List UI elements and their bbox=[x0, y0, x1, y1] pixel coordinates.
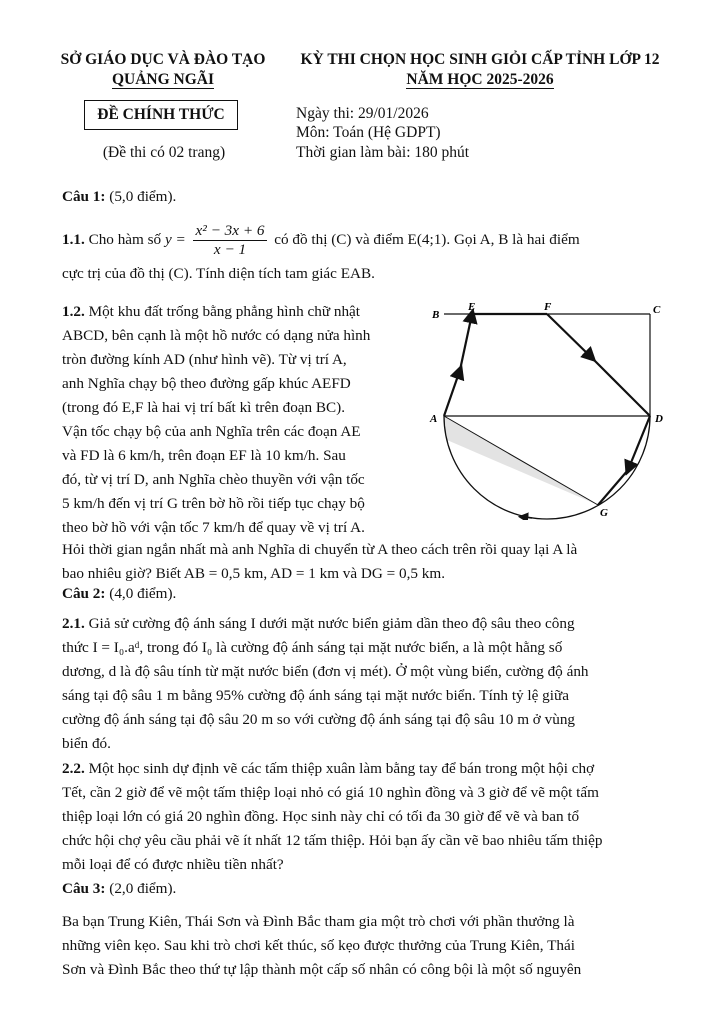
q1-part-2-number: 1.2. bbox=[62, 303, 85, 320]
q1-part-2-tail-2: bao nhiêu giờ? Biết AB = 0,5 km, AD = 1 km và DG = 0,5 km. bbox=[62, 565, 446, 582]
q1-part-1-text-c: cực trị của đồ thị (C). Tính diện tích tam giác EAB. bbox=[62, 265, 375, 282]
path-ae bbox=[460, 314, 472, 370]
q3-body bbox=[62, 910, 664, 982]
chord-ag bbox=[444, 416, 598, 505]
q1-part-2-line-2: ABCD, bên cạnh là một hồ nước có dạng nửa hình bbox=[62, 327, 371, 344]
q1-part-2 bbox=[62, 300, 417, 540]
label-e: E bbox=[468, 301, 476, 313]
q1-function-fraction bbox=[193, 222, 268, 259]
q2-part-1-line-3: dương, d là độ sâu tính từ mặt nước biển (đơn vị mét). Ở một vùng biển, cường độ ánh bbox=[62, 663, 589, 680]
q3-heading bbox=[62, 877, 176, 901]
q2-points: (4,0 điểm). bbox=[109, 585, 177, 602]
q2-part-2-line-2: Tết, cần 2 giờ để vẽ một tấm thiệp loại nhỏ có giá 10 nghìn đồng và 3 giờ để vẽ một tấm bbox=[62, 784, 599, 801]
q2-part-2-number: 2.2. bbox=[62, 760, 85, 777]
label-c: C bbox=[653, 304, 661, 316]
q1-title: Câu 1: bbox=[62, 188, 106, 205]
q1-part-2-line-3: tròn đường kính AD (như hình vẽ). Từ vị trí A, bbox=[62, 351, 347, 368]
q1-part-2-line-7: và FD là 6 km/h, trên đoạn EF là 10 km/h. Sau bbox=[62, 447, 346, 464]
q2-title: Câu 2: bbox=[62, 585, 106, 602]
path-fd bbox=[592, 358, 650, 416]
path-dg bbox=[598, 470, 628, 505]
q3-line-2: những viên kẹo. Sau khi trò chơi kết thúc, số kẹo được thưởng của Trung Kiên, Thái bbox=[62, 937, 575, 954]
fraction-numerator: x² − 3x + 6 bbox=[193, 222, 268, 241]
exam-line-2: NĂM HỌC 2025-2026 bbox=[406, 71, 554, 88]
q2-part-2 bbox=[62, 757, 664, 877]
department-line-1: SỞ GIÁO DỤC VÀ ĐÀO TẠO bbox=[60, 51, 266, 68]
q1-part-2-tail bbox=[62, 538, 664, 586]
q1-part-1 bbox=[62, 222, 664, 259]
q2-part-1-line-5: cường độ ánh sáng tại độ sâu 20 m so với cường độ ánh sáng tại độ sâu 10 m ở vùng bbox=[62, 711, 576, 728]
q2-part-1-number: 2.1. bbox=[62, 615, 85, 632]
exam-duration: Thời gian làm bài: 180 phút bbox=[296, 144, 470, 161]
q3-title: Câu 3: bbox=[62, 880, 106, 897]
q2-part-2-line-3: thiệp loại lớn có giá 20 nghìn đồng. Học sinh này chỉ có tối đa 30 giờ để vẽ và ban tổ bbox=[62, 808, 580, 825]
path-fd-arrow bbox=[547, 314, 592, 358]
department-name bbox=[48, 50, 278, 89]
q2-part-2-line-4: chức hội chợ yêu cầu phải vẽ ít nhất 12 tấm thiệp. Hỏi bạn ấy cần vẽ bao nhiêu tấm thiệp bbox=[62, 832, 603, 849]
q2-part-1-line-2: thức I = I₀.aᵈ, trong đó I₀ là cường độ ánh sáng tại mặt nước biển, a là một hằng số bbox=[62, 639, 563, 656]
label-d: D bbox=[655, 413, 663, 425]
q1-part-1-text-a: Cho hàm số bbox=[88, 230, 162, 248]
q1-part-2-line-6: Vận tốc chạy bộ của anh Nghĩa trên các đoạn AE bbox=[62, 423, 361, 440]
q2-part-1-line-4: sáng tại độ sâu 1 m bằng 95% cường độ ánh sáng tại mặt nước biển. Tính tỷ lệ giữa bbox=[62, 687, 569, 704]
q1-part-2-line-10: theo bờ hồ với vận tốc 7 km/h để quay về vị trí A. bbox=[62, 519, 365, 536]
q1-part-2-line-1: Một khu đất trống bằng phẳng hình chữ nhật bbox=[88, 303, 361, 320]
q3-points: (2,0 điểm). bbox=[109, 880, 177, 897]
pages-note: (Đề thi có 02 trang) bbox=[102, 144, 226, 161]
exam-subject: Môn: Toán (Hệ GDPT) bbox=[296, 124, 441, 141]
path-ae-arrow bbox=[444, 370, 460, 416]
label-g: G bbox=[600, 507, 608, 519]
q2-part-1-line-6: biển đó. bbox=[62, 735, 111, 752]
official-badge: ĐỀ CHÍNH THỨC bbox=[84, 100, 238, 130]
q1-part-2-tail-1: Hỏi thời gian ngắn nhất mà anh Nghĩa di chuyển từ A theo cách trên rồi quay lại A là bbox=[62, 541, 578, 558]
q1-points: (5,0 điểm). bbox=[109, 188, 177, 205]
q1-part-2-line-4: anh Nghĩa chạy bộ theo đường gấp khúc AEFD bbox=[62, 375, 351, 392]
q1-part-1-text-b: có đồ thị (C) và điểm E(4;1). Gọi A, B là hai điểm bbox=[274, 230, 580, 248]
q1-part-2-line-5: (trong đó E,F là hai vị trí bất kì trên đoạn BC). bbox=[62, 399, 346, 416]
department-line-2: QUẢNG NGÃI bbox=[111, 71, 215, 88]
q2-part-2-line-5: mỗi loại để có được nhiều tiền nhất? bbox=[62, 856, 284, 873]
q2-part-2-line-1: Một học sinh dự định vẽ các tấm thiệp xuân làm bằng tay để bán trong một hội chợ bbox=[88, 760, 595, 777]
label-b: B bbox=[432, 309, 440, 321]
q3-line-3: Sơn và Đình Bắc theo thứ tự lập thành một cấp số nhân có công bội là một số nguyên bbox=[62, 961, 582, 978]
q1-part-1-number: 1.1. bbox=[62, 230, 85, 248]
q1-part-2-line-8: đó, từ vị trí D, anh Nghĩa chèo thuyền với vận tốc bbox=[62, 471, 365, 488]
exam-name bbox=[280, 50, 680, 89]
q2-part-1-line-1: Giả sử cường độ ánh sáng I dưới mặt nước biển giảm dần theo độ sâu theo công bbox=[88, 615, 575, 632]
arc-direction-arrow bbox=[522, 517, 532, 518]
exam-date: Ngày thi: 29/01/2026 bbox=[296, 105, 429, 122]
q1-heading bbox=[62, 185, 176, 209]
label-f: F bbox=[544, 301, 552, 313]
q2-heading bbox=[62, 582, 176, 606]
fraction-denominator: x − 1 bbox=[213, 241, 247, 258]
exam-line-1: KỲ THI CHỌN HỌC SINH GIỎI CẤP TỈNH LỚP 12 bbox=[300, 51, 660, 68]
q3-line-1: Ba bạn Trung Kiên, Thái Sơn và Đình Bắc tham gia một trò chơi với phần thưởng là bbox=[62, 913, 575, 930]
label-a: A bbox=[430, 413, 438, 425]
geometry-figure bbox=[422, 300, 672, 520]
lake-semicircle bbox=[444, 416, 650, 519]
q2-part-1 bbox=[62, 612, 664, 756]
q1-function-y: y = bbox=[164, 230, 186, 248]
q1-part-2-line-9: 5 km/h đến vị trí G trên bờ hồ rồi tiếp tục chạy bộ bbox=[62, 495, 365, 512]
